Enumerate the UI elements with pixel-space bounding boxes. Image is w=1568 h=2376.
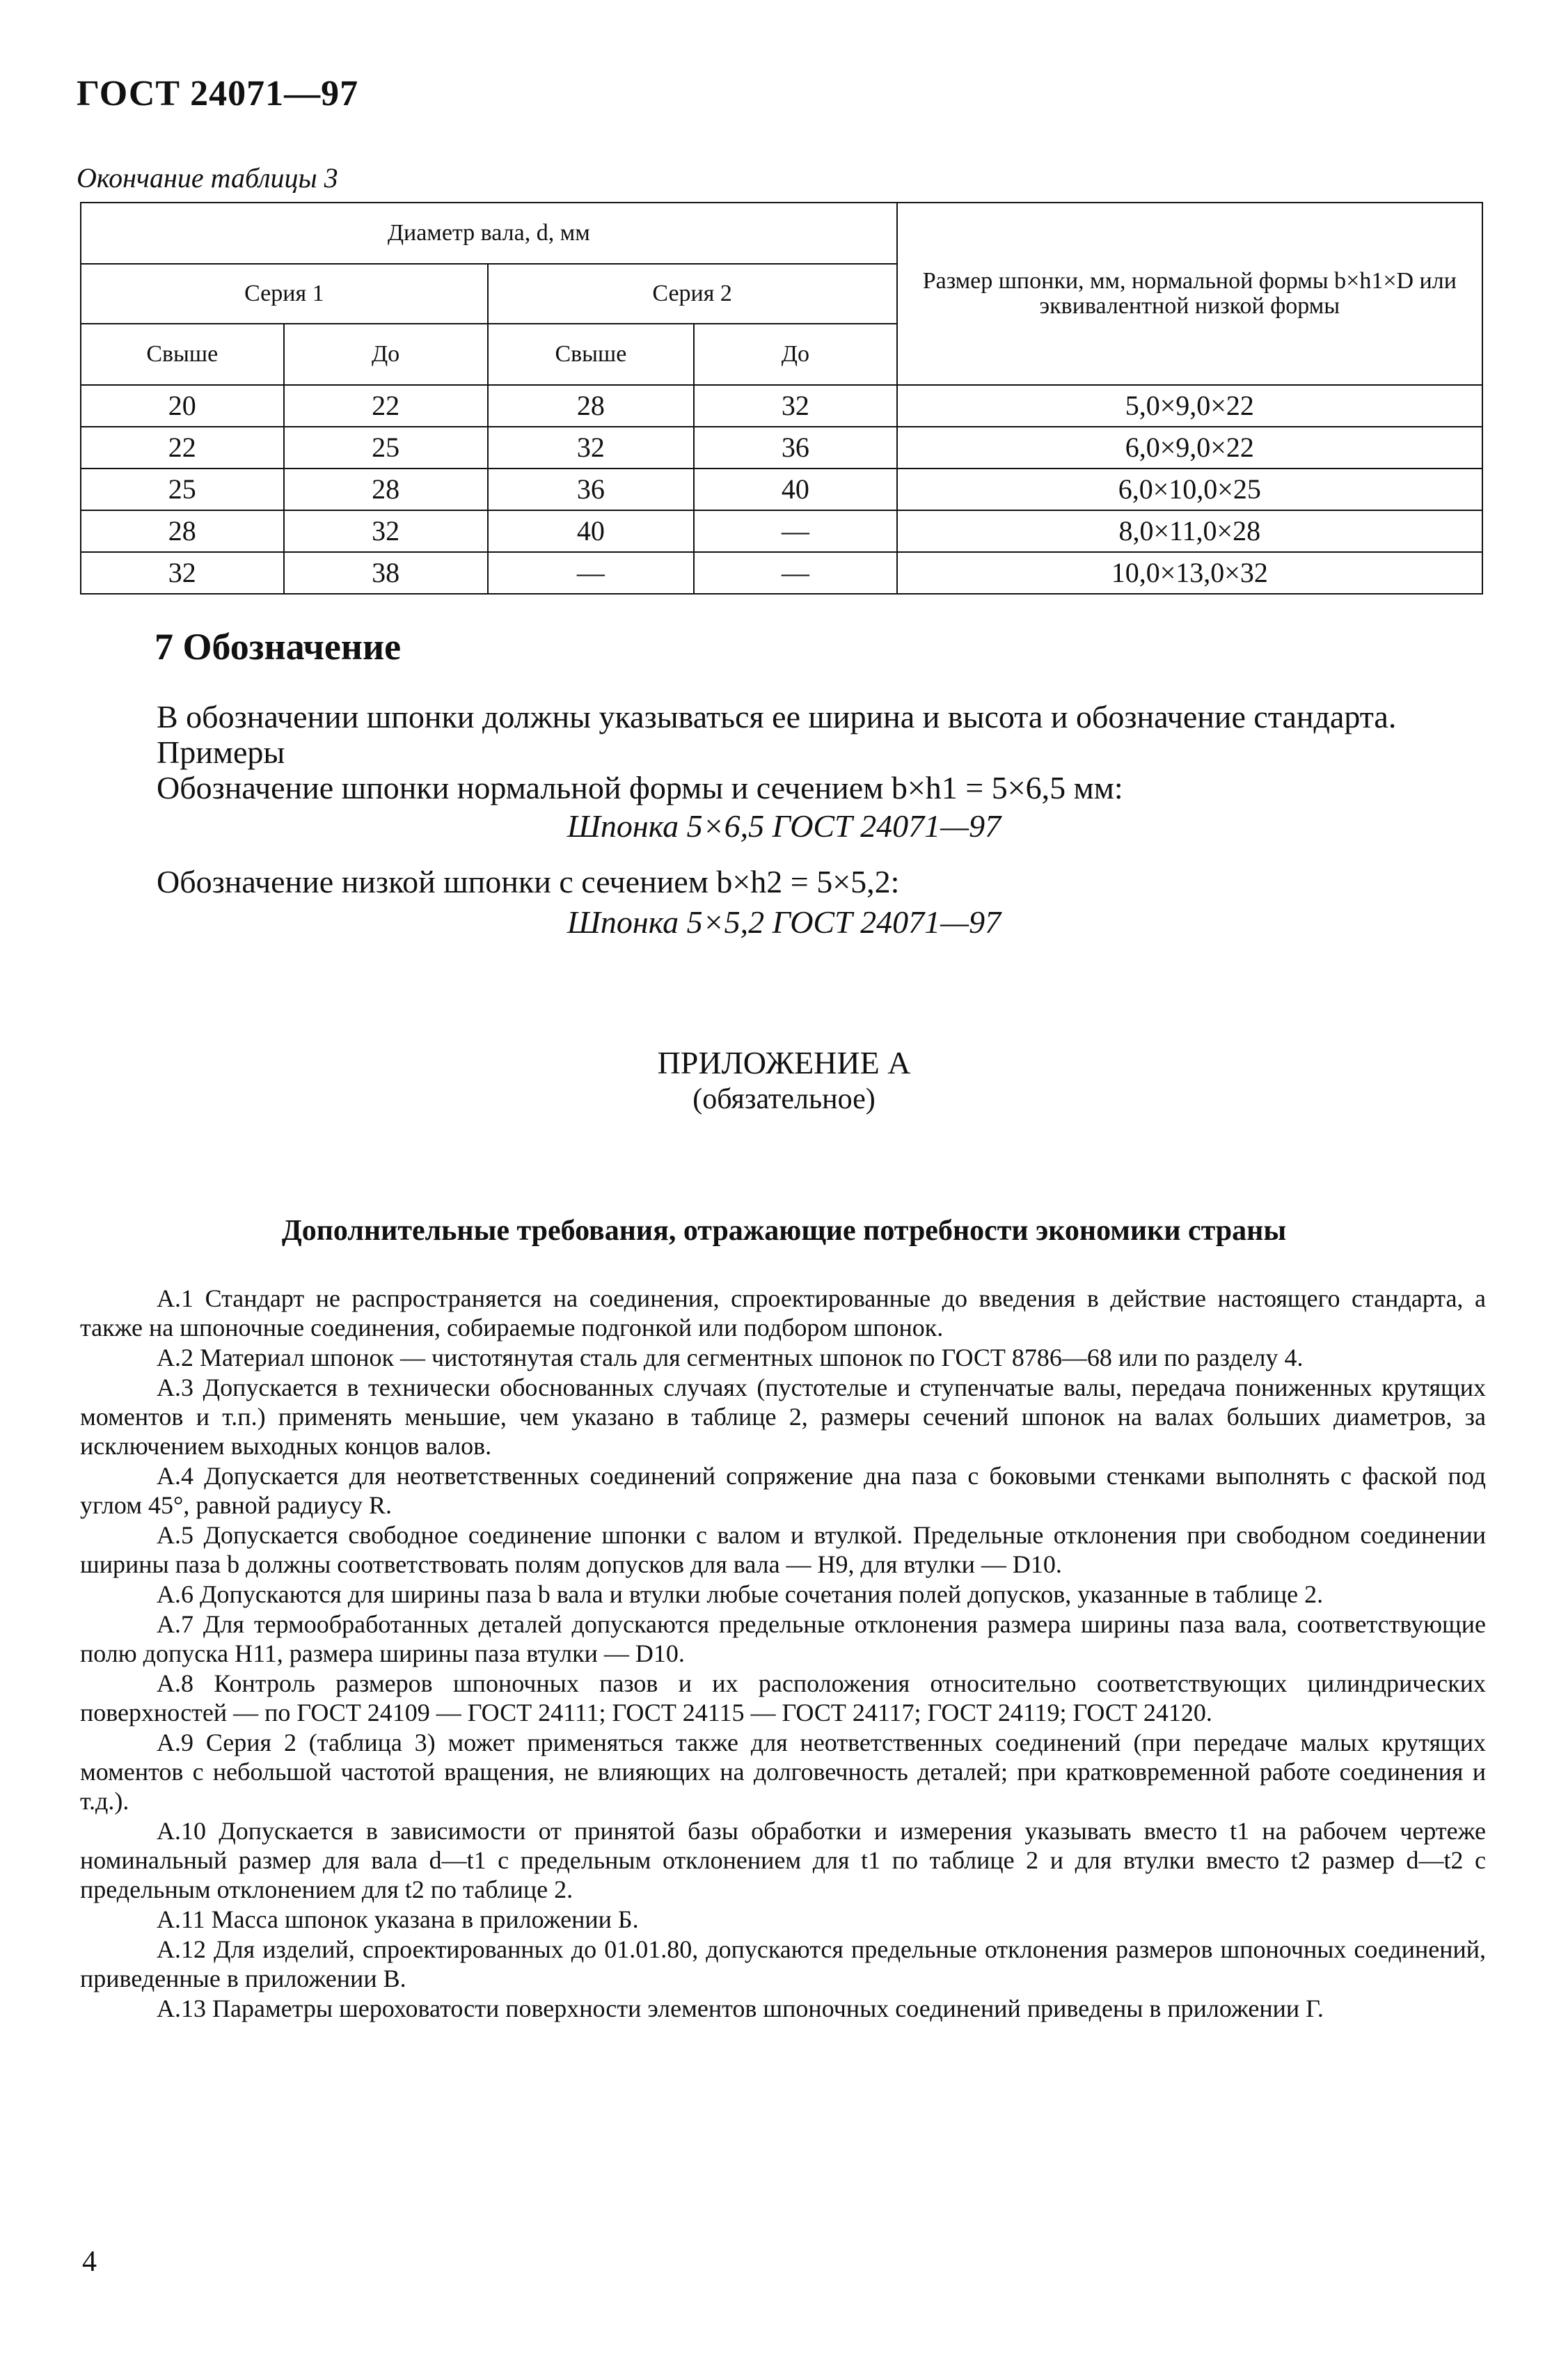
table-row bbox=[81, 469, 1482, 510]
table-cell: 36 bbox=[488, 469, 694, 510]
examples-label: Примеры bbox=[157, 734, 285, 770]
table-cell: 25 bbox=[284, 427, 488, 469]
series-1-header: Серия 1 bbox=[81, 264, 488, 324]
table-cell: 36 bbox=[694, 427, 897, 469]
series-2-from-header: Свыше bbox=[488, 324, 694, 385]
table-cell: 40 bbox=[488, 510, 694, 552]
table-cell: 25 bbox=[81, 469, 284, 510]
clause-a7: А.7 Для термообработанных деталей допускаются предельные отклонения размера ширины паза вала, соответствующие полю допуска H11, размера ширины паза втулки — D10. bbox=[80, 1610, 1486, 1667]
example-1-text: Обозначение шпонки нормальной формы и сечением b×h1 = 5×6,5 мм: bbox=[157, 770, 1123, 805]
series-2-to-header: До bbox=[694, 324, 897, 385]
table-cell: 10,0×13,0×32 bbox=[897, 552, 1482, 594]
document-header: ГОСТ 24071—97 bbox=[77, 74, 359, 113]
section-title: 7 Обозначение bbox=[155, 626, 402, 668]
appendix-title: ПРИЛОЖЕНИЕ А bbox=[657, 1045, 911, 1080]
clause-a8: А.8 Контроль размеров шпоночных пазов и их расположения относительно соответствующих цилиндрических поверхностей — по ГОСТ 24109 — ГОСТ 24111; ГОСТ 24115 — ГОСТ 24117; ГОСТ 24119; ГОСТ 24120. bbox=[80, 1669, 1486, 1726]
clause-a13: А.13 Параметры шероховатости поверхности элементов шпоночных соединений приведены в приложении Г. bbox=[157, 1995, 1324, 2022]
appendix-subtitle: (обязательное) bbox=[692, 1083, 876, 1115]
key-size-table bbox=[80, 202, 1483, 595]
clause-a11: А.11 Масса шпонок указана в приложении Б. bbox=[157, 1905, 639, 1933]
example-2-text: Обозначение низкой шпонки с сечением b×h2 = 5×5,2: bbox=[157, 864, 900, 899]
table-cell: 6,0×10,0×25 bbox=[897, 469, 1482, 510]
appendix-clauses bbox=[80, 1284, 1486, 2024]
clause-a1: А.1 Стандарт не распространяется на соединения, спроектированные до введения в действие настоящего стандарта, а также на шпоночные соединения, собираемые подгонкой или подбором шпонок. bbox=[80, 1284, 1486, 1342]
table-cell: 5,0×9,0×22 bbox=[897, 385, 1482, 427]
table-row bbox=[81, 510, 1482, 552]
page-number: 4 bbox=[82, 2246, 97, 2278]
table-caption: Окончание таблицы 3 bbox=[77, 162, 338, 194]
table-cell: 6,0×9,0×22 bbox=[897, 427, 1482, 469]
series-2-header: Серия 2 bbox=[488, 264, 897, 324]
clause-a4: А.4 Допускается для неответственных соединений сопряжение дна паза с боковыми стенками выполнять с фаской под углом 45°, равной радиусу R. bbox=[80, 1462, 1486, 1519]
table-cell: 8,0×11,0×28 bbox=[897, 510, 1482, 552]
table-cell: 28 bbox=[81, 510, 284, 552]
clause-a9: А.9 Серия 2 (таблица 3) может применяться также для неответственных соединений (при передаче малых крутящих моментов с небольшой частотой вращения, не влияющих на долговечность деталей; при кратковременной работе соединения и т.д.). bbox=[80, 1729, 1486, 1815]
table-cell: 22 bbox=[81, 427, 284, 469]
table-cell: 40 bbox=[694, 469, 897, 510]
table-cell: — bbox=[488, 552, 694, 594]
clause-a6: А.6 Допускаются для ширины паза b вала и втулки любые сочетания полей допусков, указанные в таблице 2. bbox=[157, 1580, 1324, 1608]
clause-a2: А.2 Материал шпонок — чистотянутая сталь для сегментных шпонок по ГОСТ 8786—68 или по разделу 4. bbox=[157, 1344, 1304, 1371]
example-1-designation: Шпонка 5×6,5 ГОСТ 24071—97 bbox=[567, 808, 1001, 844]
table-cell: 32 bbox=[694, 385, 897, 427]
key-size-header: Размер шпонки, мм, нормальной формы b×h1×D или эквивалентной низкой формы bbox=[897, 203, 1482, 385]
table-cell: — bbox=[694, 552, 897, 594]
appendix-heading: Дополнительные требования, отражающие потребности экономики страны bbox=[281, 1215, 1287, 1247]
table-cell: — bbox=[694, 510, 897, 552]
designation-intro: В обозначении шпонки должны указываться ее ширина и высота и обозначение стандарта. bbox=[157, 699, 1397, 734]
table-cell: 28 bbox=[284, 469, 488, 510]
table-cell: 22 bbox=[284, 385, 488, 427]
table-cell: 28 bbox=[488, 385, 694, 427]
example-2-designation: Шпонка 5×5,2 ГОСТ 24071—97 bbox=[567, 904, 1001, 940]
clause-a12: А.12 Для изделий, спроектированных до 01.01.80, допускаются предельные отклонения размеров шпоночных соединений, приведенные в приложении В. bbox=[80, 1935, 1486, 1992]
shaft-diameter-header: Диаметр вала, d, мм bbox=[81, 203, 897, 264]
clause-a10: А.10 Допускается в зависимости от принятой базы обработки и измерения указывать вместо t1 на рабочем чертеже номинальный размер для вала d—t1 с предельным отклонением для t1 по таблице 2 и для втулки вместо t2 размер d—t2 с предельным отклонением для t2 по таблице 2. bbox=[80, 1817, 1486, 1903]
series-1-from-header: Свыше bbox=[81, 324, 284, 385]
table-row bbox=[81, 385, 1482, 427]
table-cell: 20 bbox=[81, 385, 284, 427]
table-row bbox=[81, 552, 1482, 594]
clause-a3: А.3 Допускается в технически обоснованных случаях (пустотелые и ступенчатые валы, передача пониженных крутящих моментов и т.п.) применять меньшие, чем указано в таблице 2, размеры сечений шпонок на валах больших диаметров, за исключением выходных концов валов. bbox=[80, 1374, 1486, 1460]
clause-a5: А.5 Допускается свободное соединение шпонки с валом и втулкой. Предельные отклонения при свободном соединении ширины паза b должны соответствовать полям допусков для вала — H9, для втулки — D10. bbox=[80, 1521, 1486, 1578]
series-1-to-header: До bbox=[284, 324, 488, 385]
table-cell: 32 bbox=[81, 552, 284, 594]
table-row bbox=[81, 427, 1482, 469]
table-cell: 38 bbox=[284, 552, 488, 594]
table-cell: 32 bbox=[488, 427, 694, 469]
table-cell: 32 bbox=[284, 510, 488, 552]
